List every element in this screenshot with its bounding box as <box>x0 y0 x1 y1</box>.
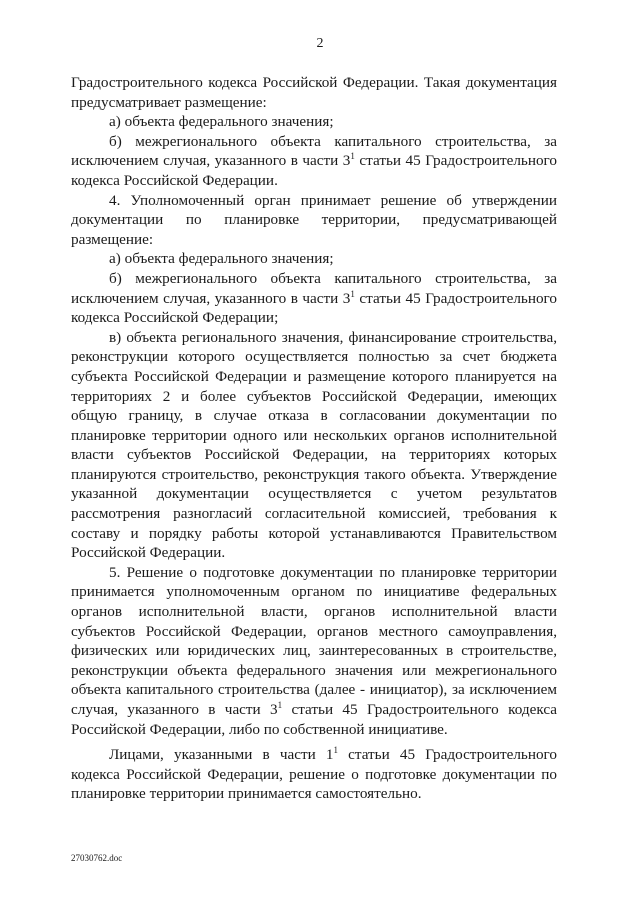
paragraph: в) объекта регионального значения, финансирование строительства, реконструкции которого осуществляется полностью за счет бюджета субъекта Российской Федерации и размещение которого планируется на территориях 2 и более субъектов Российской Федерации, имеющих общую границу, в случае отказа в согласовании документации по планировке территории одного или нескольких органов исполнительной власти субъектов Российской Федерации, на территориях которых планируются строительство, реконструкция такого объекта. Утверждение указанной документации осуществляется с учетом результатов рассмотрения разногласий согласительной комиссией, требования к составу и порядку работы которой устанавливаются Правительством Российской Федерации. <box>71 328 557 562</box>
paragraph: 5. Решение о подготовке документации по планировке территории принимается уполномоченным органом по инициативе федеральных органов исполнительной власти, органов исполнительной власти субъектов Российской Федерации, органов местного самоуправления, физических или юридических лиц, заинтересованных в строительстве, реконструкции объекта федерального значения или межрегионального объекта капитального строительства (далее - инициатор), за исключением случая, указанного в части $3^1$ статьи 45 Градостроительного кодекса Российской Федерации, либо по собственной инициативе. <box>71 563 557 738</box>
paragraph: б) межрегионального объекта капитального строительства, за исключением случая, указанного в части $3^1$ статьи 45 Градостроительного кодекса Российской Федерации; <box>71 269 558 327</box>
superscript: 1 <box>277 700 283 710</box>
superscript: 1 <box>350 151 355 162</box>
superscript: 1 <box>333 745 338 756</box>
paragraph: 4. Уполномоченный орган принимает решение об утверждении документации по планировке территории, предусматривающей размещение: <box>71 191 557 248</box>
paragraph: а) объекта федерального значения; <box>109 113 334 131</box>
page-number: 2 <box>316 36 324 51</box>
paragraph: Лицами, указанными в части $1^1$ статьи 45 Градостроительного кодекса Российской Федерации, решение о подготовке документации по планировке территории принимается самостоятельно. <box>71 745 557 803</box>
paragraph: б) межрегионального объекта капитального строительства, за исключением случая, указанного в части $3^1$ статьи 45 Градостроительного кодекса Российской Федерации. <box>71 132 558 189</box>
superscript: 1 <box>350 288 355 299</box>
document-body <box>71 73 557 804</box>
paragraph: а) объекта федерального значения; <box>109 250 334 268</box>
paragraph: Градостроительного кодекса Российской Федерации. Такая документация предусматривает размещение: <box>71 74 557 111</box>
file-name-footer: 27030762.doc <box>71 853 123 863</box>
